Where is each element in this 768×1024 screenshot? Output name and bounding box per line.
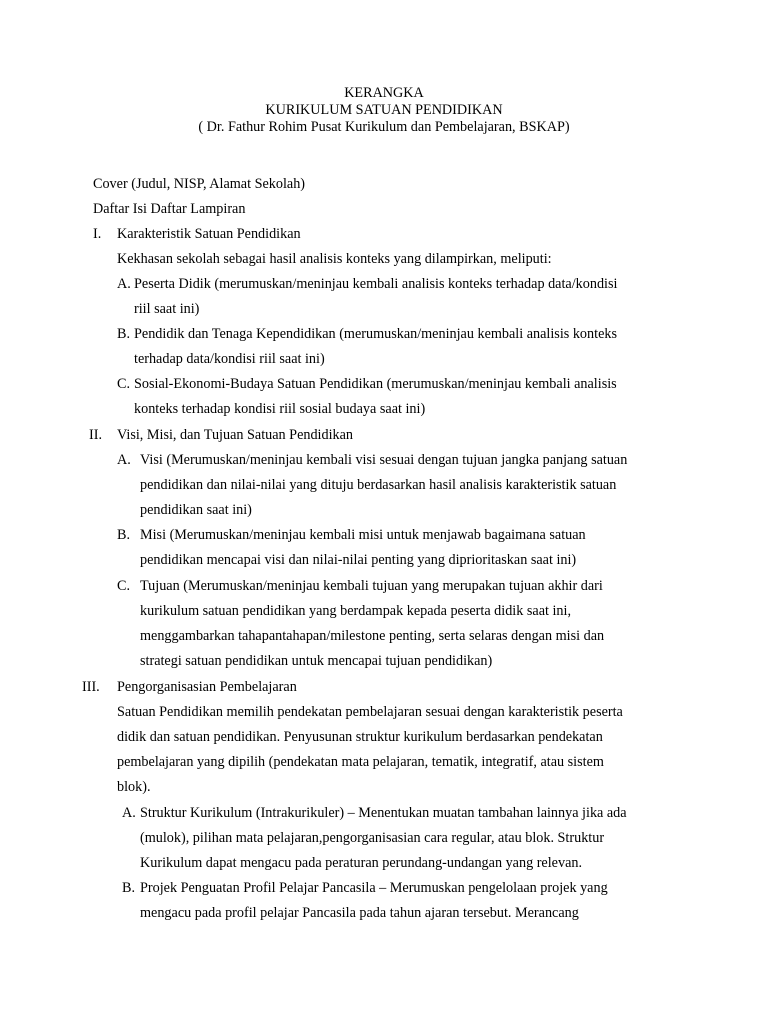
document-title: KERANGKA	[344, 85, 424, 101]
section-2-number: II.	[89, 427, 102, 443]
section-3-item-a-line: Kurikulum dapat mengacu pada peraturan perundang-undangan yang relevan.	[140, 855, 583, 871]
section-3-description-line: didik dan satuan pendidikan. Penyusunan struktur kurikulum berdasarkan pendekatan	[117, 729, 603, 745]
section-3-item-b-line: mengacu pada profil pelajar Pancasila pada tahun ajaran tersebut. Merancang	[140, 905, 579, 921]
section-2-item-c-letter: C.	[117, 578, 131, 594]
section-2-item-a-line: Visi (Merumuskan/meninjau kembali visi sesuai dengan tujuan jangka panjang satuan	[140, 452, 628, 468]
section-3-title: Pengorganisasian Pembelajaran	[117, 679, 297, 695]
section-3-description-line: blok).	[117, 779, 151, 795]
section-2-item-c-line: kurikulum satuan pendidikan yang berdampak kepada peserta didik saat ini,	[140, 603, 572, 619]
section-1-item-b-letter: B.	[117, 326, 131, 342]
document-author: ( Dr. Fathur Rohim Pusat Kurikulum dan Pembelajaran, BSKAP)	[198, 119, 570, 135]
section-2-item-c-line: Tujuan (Merumuskan/meninjau kembali tujuan yang merupakan tujuan akhir dari	[140, 578, 603, 594]
section-2-item-a-line: pendidikan saat ini)	[140, 502, 252, 518]
section-1-item-a-line: riil saat ini)	[134, 301, 200, 317]
section-1-description: Kekhasan sekolah sebagai hasil analisis konteks yang dilampirkan, meliputi:	[117, 251, 552, 267]
section-1-item-b-line: Pendidik dan Tenaga Kependidikan (merumuskan/meninjau kembali analisis konteks	[134, 326, 617, 342]
section-3-number: III.	[82, 679, 100, 695]
section-1-item-a-line: Peserta Didik (merumuskan/meninjau kembali analisis konteks terhadap data/kondisi	[134, 276, 618, 292]
section-2-item-b-letter: B.	[117, 527, 131, 543]
section-2-item-c-line: strategi satuan pendidikan untuk mencapai tujuan pendidikan)	[140, 653, 493, 669]
toc-line: Daftar Isi Daftar Lampiran	[93, 201, 246, 217]
section-1-item-c-line: Sosial-Ekonomi-Budaya Satuan Pendidikan (merumuskan/meninjau kembali analisis	[134, 376, 617, 392]
section-2-item-b-line: Misi (Merumuskan/meninjau kembali misi untuk menjawab bagaimana satuan	[140, 527, 586, 543]
cover-line: Cover (Judul, NISP, Alamat Sekolah)	[93, 176, 306, 192]
section-3-item-b-letter: B.	[122, 880, 136, 896]
section-2-item-b-line: pendidikan mencapai visi dan nilai-nilai penting yang diprioritaskan saat ini)	[140, 552, 577, 568]
section-2-title: Visi, Misi, dan Tujuan Satuan Pendidikan	[117, 427, 354, 443]
section-3-item-a-line: (mulok), pilihan mata pelajaran,pengorganisasian cara regular, atau blok. Struktur	[140, 830, 605, 846]
section-3-item-a-line: Struktur Kurikulum (Intrakurikuler) – Menentukan muatan tambahan lainnya jika ada	[140, 805, 627, 821]
section-3-description-line: Satuan Pendidikan memilih pendekatan pembelajaran sesuai dengan karakteristik peserta	[117, 704, 623, 720]
section-3-item-b-line: Projek Penguatan Profil Pelajar Pancasila – Merumuskan pengelolaan projek yang	[140, 880, 608, 896]
section-2-item-a-line: pendidikan dan nilai-nilai yang dituju berdasarkan hasil analisis karakteristik satuan	[140, 477, 617, 493]
section-1-item-b-line: terhadap data/kondisi riil saat ini)	[134, 351, 325, 367]
section-1-item-a-letter: A.	[117, 276, 131, 292]
section-1-item-c-letter: C.	[117, 376, 131, 392]
section-2-item-a-letter: A.	[117, 452, 131, 468]
section-1-title: Karakteristik Satuan Pendidikan	[117, 226, 301, 242]
document-subtitle: KURIKULUM SATUAN PENDIDIKAN	[265, 102, 503, 118]
section-2-item-c-line: menggambarkan tahapantahapan/milestone penting, serta selaras dengan misi dan	[140, 628, 605, 644]
section-1-number: I.	[93, 226, 102, 242]
section-1-item-c-line: konteks terhadap kondisi riil sosial budaya saat ini)	[134, 401, 426, 417]
section-3-item-a-letter: A.	[122, 805, 136, 821]
section-3-description-line: pembelajaran yang dipilih (pendekatan mata pelajaran, tematik, integratif, atau sistem	[117, 754, 604, 770]
